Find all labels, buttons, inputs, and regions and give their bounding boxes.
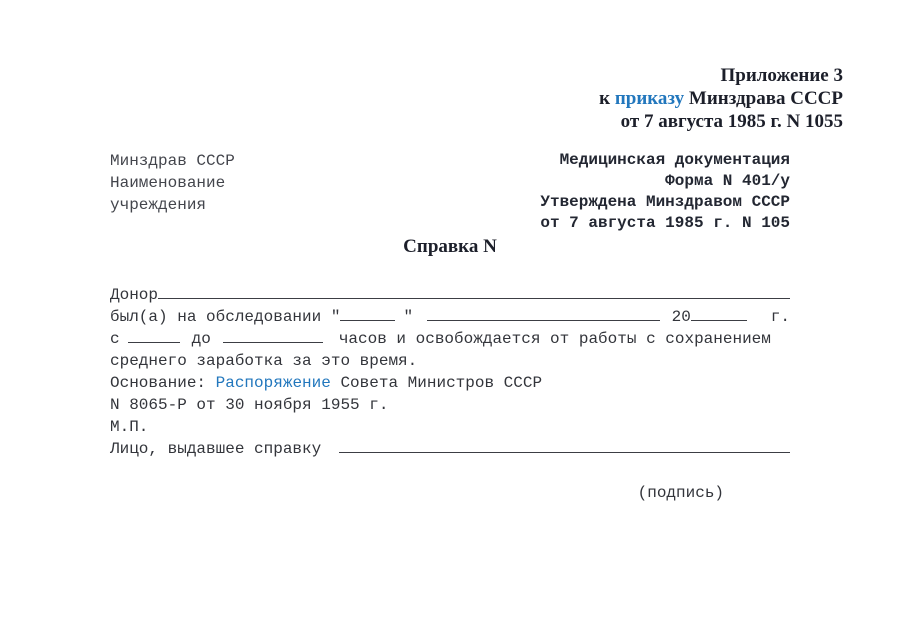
doc-line-documentation: Медицинская документация — [559, 151, 790, 169]
basis-label: Основание: — [110, 374, 216, 392]
donor-name-blank-field — [158, 296, 790, 299]
salary-line — [110, 350, 790, 372]
to-label: до — [191, 330, 211, 348]
issuer-line — [110, 438, 790, 460]
stamp-line — [110, 416, 790, 438]
month-blank-field — [427, 318, 660, 321]
appendix-line-1: Приложение 3 — [720, 65, 843, 86]
appendix-line-2-prefix: к — [599, 88, 615, 109]
stamp-abbrev: М.П. — [110, 418, 149, 436]
close-quote: " — [403, 308, 414, 326]
org-line-institution: учреждения — [110, 196, 207, 214]
appendix-line-2 — [599, 87, 843, 110]
org-line-ministry: Минздрав СССР — [110, 152, 235, 170]
issuer-label: Лицо, выдавшее справку — [110, 440, 331, 458]
decree-number-line — [110, 394, 790, 416]
doc-line-form-number: Форма N 401/у — [665, 172, 790, 190]
signature-blank-field — [339, 450, 790, 453]
doc-line-approved-date: от 7 августа 1985 г. N 105 — [540, 214, 790, 232]
examined-label: был(а) на обследовании — [110, 308, 331, 326]
to-hour-blank-field — [223, 340, 323, 343]
day-blank-field — [340, 318, 395, 321]
appendix-line-3: от 7 августа 1985 г. N 1055 — [620, 111, 843, 132]
decree-link[interactable]: Распоряжение — [215, 374, 331, 392]
doc-info-block — [540, 150, 790, 234]
released-text: часов и освобождается от работы с сохранением — [338, 330, 771, 348]
organization-block — [110, 150, 235, 216]
year-blank-field — [691, 318, 747, 321]
basis-line — [110, 372, 790, 394]
order-link[interactable]: приказу — [614, 88, 685, 109]
decree-number-text: N 8065-Р от 30 ноября 1955 г. — [110, 396, 389, 414]
donor-label: Донор — [110, 286, 159, 304]
appendix-line-2-suffix: Минздрава СССР — [684, 88, 843, 109]
doc-line-approved: Утверждена Минздравом СССР — [540, 193, 790, 211]
salary-text: среднего заработка за это время. — [110, 352, 418, 370]
donor-line — [110, 284, 790, 306]
appendix-header — [599, 64, 843, 133]
year-suffix: г. — [770, 308, 790, 326]
signature-caption-row — [110, 460, 790, 502]
form-title: Справка N — [403, 236, 497, 257]
examination-date-line — [110, 306, 790, 328]
year-prefix: 20 — [671, 308, 691, 326]
org-line-name-label: Наименование — [110, 174, 226, 192]
certificate-body — [110, 284, 790, 502]
from-hour-blank-field — [128, 340, 180, 343]
from-label: с — [110, 330, 120, 348]
basis-rest: Совета Министров СССР — [330, 374, 543, 392]
hours-line — [110, 328, 790, 350]
signature-caption: (подпись) — [637, 484, 725, 502]
open-quote: " — [330, 308, 341, 326]
